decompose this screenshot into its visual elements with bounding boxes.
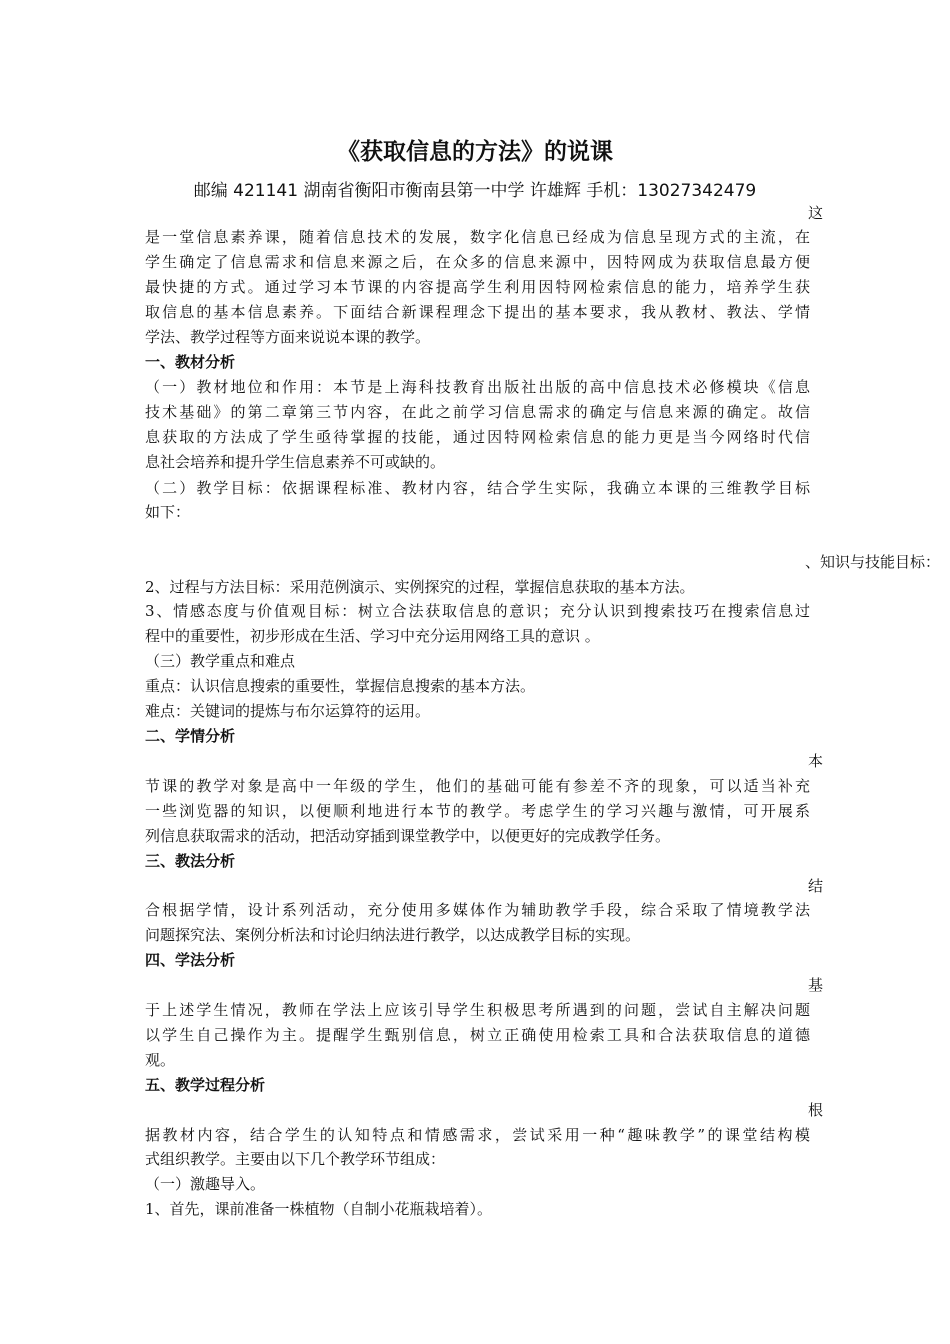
section-heading: 五、教学过程分析: [145, 1076, 266, 1094]
paragraph-line: 3、情感态度与价值观目标：树立合法获取信息的意识；充分认识到搜索技巧在搜索信息过: [145, 602, 810, 620]
section-heading: 一、教材分析: [145, 353, 236, 371]
paragraph-line: 以学生自己操作为主。提醒学生甄别信息，树立正确使用检索工具和合法获取信息的道德: [145, 1026, 810, 1044]
section-heading: 三、教法分析: [145, 852, 236, 870]
paragraph-line: 程中的重要性，初步形成在生活、学习中充分运用网络工具的意识 。: [145, 627, 600, 645]
paragraph-line: 学生确定了信息需求和信息来源之后，在众多的信息来源中，因特网成为获取信息最方便: [145, 253, 810, 271]
subsection-heading: （三）教学重点和难点: [145, 652, 296, 670]
section-first-char: 基: [808, 976, 824, 994]
paragraph-line: 技术基础》的第二章第三节内容，在此之前学习信息需求的确定与信息来源的确定。故信: [145, 403, 810, 421]
section-first-char: 结: [808, 877, 824, 895]
intro-first-char: 这: [808, 204, 824, 222]
goal-process-method: 2、过程与方法目标：采用范例演示、实例探究的过程，掌握信息获取的基本方法。: [145, 578, 695, 596]
section-first-char: 本: [808, 752, 824, 770]
paragraph-line: 息社会培养和提升学生信息素养不可或缺的。: [145, 453, 446, 471]
author-info: 邮编 421141 湖南省衡阳市衡南县第一中学 许雄辉 手机：13027342479: [193, 181, 757, 201]
section-heading: 二、学情分析: [145, 727, 236, 745]
section-heading: 四、学法分析: [145, 951, 236, 969]
paragraph-line: 于上述学生情况，教师在学法上应该引导学生积极思考所遇到的问题，尝试自主解决问题: [145, 1001, 810, 1019]
paragraph-line: 问题探究法、案例分析法和讨论归纳法进行教学，以达成教学目标的实现。: [145, 926, 641, 944]
paragraph-line: 是一堂信息素养课，随着信息技术的发展，数字化信息已经成为信息呈现方式的主流，在: [145, 228, 810, 246]
key-point: 重点：认识信息搜索的重要性，掌握信息搜索的基本方法。: [145, 677, 536, 695]
list-item: 1、首先，课前准备一株植物（自制小花瓶栽培着）。: [145, 1200, 493, 1218]
section-first-char: 根: [808, 1101, 824, 1119]
paragraph-line: 息获取的方法成了学生亟待掌握的技能，通过因特网检索信息的能力更是当今网络时代信: [145, 428, 810, 446]
difficult-point: 难点：关键词的提炼与布尔运算符的运用。: [145, 702, 431, 720]
paragraph-line: （一）教材地位和作用：本节是上海科技教育出版社出版的高中信息技术必修模块《信息: [145, 378, 810, 396]
paragraph-line: 据教材内容，结合学生的认知特点和情感需求，尝试采用一种“趣味教学”的课堂结构模: [145, 1126, 810, 1144]
paragraph-line: 节课的教学对象是高中一年级的学生，他们的基础可能有参差不齐的现象，可以适当补充: [145, 777, 810, 795]
paragraph-line: 如下：: [145, 503, 191, 521]
paragraph-line: 取信息的基本信息素养。下面结合新课程理念下提出的基本要求，我从教材、教法、学情: [145, 303, 810, 321]
paragraph-line: 式组织教学。主要由以下几个教学环节组成：: [145, 1150, 446, 1168]
paragraph-line: 列信息获取需求的活动，把活动穿插到课堂教学中，以便更好的完成教学任务。: [145, 827, 671, 845]
paragraph-line: 观。: [145, 1051, 176, 1069]
paragraph-line: 合根据学情，设计系列活动，充分使用多媒体作为辅助教学手段，综合采取了情境教学法: [145, 901, 810, 919]
document-title: 《获取信息的方法》的说课: [337, 139, 613, 165]
subsection-heading: （一）激趣导入。: [145, 1175, 266, 1193]
paragraph-line: （二）教学目标：依据课程标准、教材内容，结合学生实际，我确立本课的三维教学目标: [145, 479, 810, 497]
goal-knowledge-skill: 、知识与技能目标：: [805, 553, 941, 571]
paragraph-line: 一些浏览器的知识，以便顺利地进行本节的教学。考虑学生的学习兴趣与激情，可开展系: [145, 802, 810, 820]
paragraph-line: 最快捷的方式。通过学习本节课的内容提高学生利用因特网检索信息的能力，培养学生获: [145, 278, 810, 296]
paragraph-line: 学法、教学过程等方面来说说本课的教学。: [145, 328, 431, 346]
